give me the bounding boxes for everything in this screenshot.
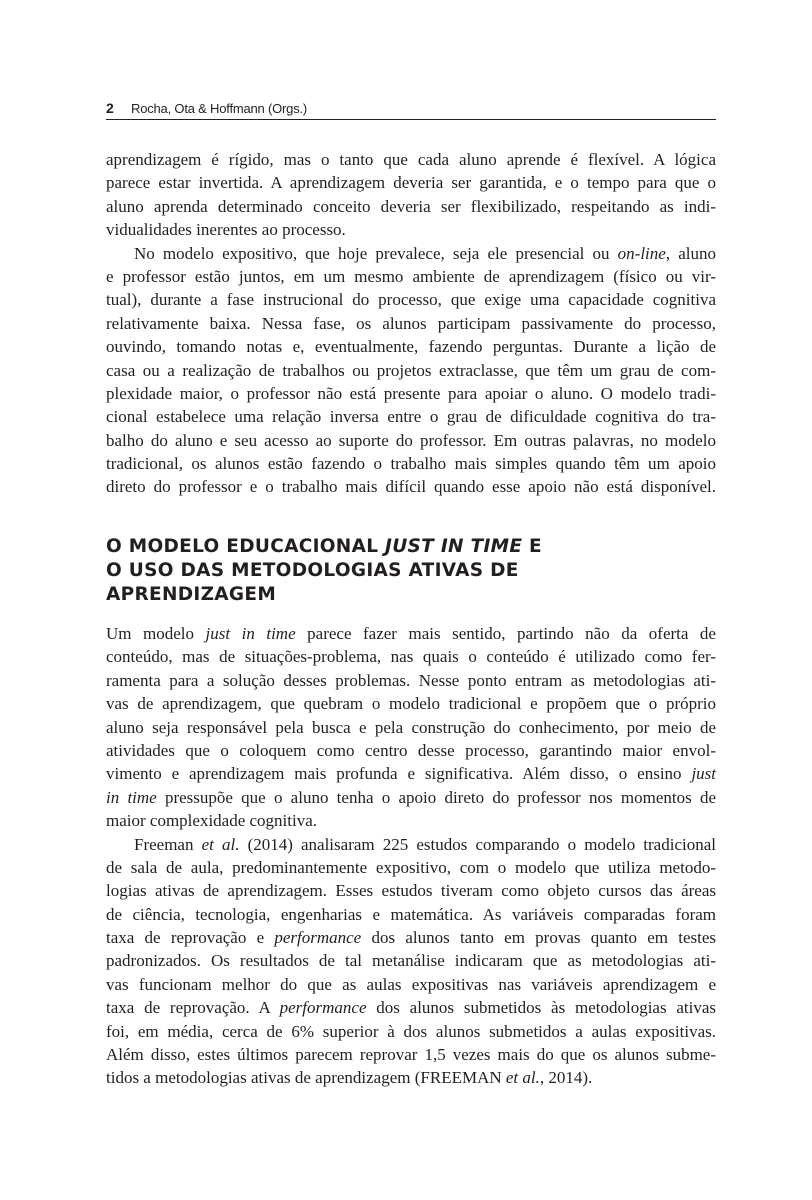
italic-term: et al. xyxy=(505,1068,540,1088)
text-span: Freeman xyxy=(134,834,202,854)
text-span: Um modelo xyxy=(106,624,206,643)
text-span: taxa de reprovação. A xyxy=(106,998,280,1018)
heading-line: APRENDIZAGEM xyxy=(106,584,277,605)
text-line: de sala de aula, predominantemente expositivo, com o modelo que utiliza metodo- xyxy=(106,857,716,877)
text-span: (2014) analisaram 225 estudos comparando o modelo tradicional xyxy=(239,834,716,854)
text-line: conteúdo, mas de situações-problema, nas quais o conteúdo é utilizado como fer- xyxy=(106,647,716,667)
text-line: e professor estão juntos, em um mesmo ambiente de aprendizagem (físico ou vir- xyxy=(106,266,716,286)
text-line: logias ativas de aprendizagem. Esses estudos tiveram como objeto cursos das áreas xyxy=(106,881,716,901)
italic-term: JUST IN TIME xyxy=(385,536,523,557)
text-line xyxy=(106,1066,716,1089)
text-line: tradicional, os alunos estão fazendo o trabalho mais simples quando têm um apoio xyxy=(106,454,716,474)
italic-term: performance xyxy=(279,998,367,1018)
text-span: vimento e aprendizagem mais profunda e significativa. Além disso, o ensino xyxy=(106,764,692,784)
text-line: Além disso, estes últimos parecem reprovar 1,5 vezes mais do que os alunos subme- xyxy=(106,1045,716,1065)
text-line: padronizados. Os resultados de tal metanálise indicaram que as metodologias ati- xyxy=(106,951,716,971)
running-head-authors: Rocha, Ota & Hoffmann (Orgs.) xyxy=(131,101,308,116)
text-line: ouvindo, tomando notas e, eventualmente, fazendo perguntas. Durante a lição de xyxy=(106,337,716,357)
text-line: aluno seja responsável pela busca e pela construção do conhecimento, por meio de xyxy=(106,717,716,737)
text-line xyxy=(106,762,716,785)
italic-term: in time xyxy=(106,787,157,807)
page-number: 2 xyxy=(106,100,114,116)
text-span: pressupõe que o aluno tenha o apoio direto do professor nos momentos de xyxy=(156,787,716,807)
text-span: , aluno xyxy=(665,243,716,263)
section-2-body xyxy=(106,622,716,1090)
text-span: dos alunos submetidos às metodologias ativas xyxy=(366,998,717,1018)
text-line: aprendizagem é rígido, mas o tanto que cada aluno aprende é flexível. A lógica xyxy=(106,150,716,169)
text-line: plexidade maior, o professor não está presente para apoiar o aluno. O modelo tradi- xyxy=(106,383,716,403)
text-span: E xyxy=(522,536,542,557)
text-line: balho do aluno e seu acesso ao suporte do professor. Em outras palavras, no modelo xyxy=(106,430,716,450)
text-line: ramenta para a solução desses problemas. Nesse ponto entram as metodologias ati- xyxy=(106,670,716,690)
italic-term: performance xyxy=(274,928,362,948)
heading-line: O USO DAS METODOLOGIAS ATIVAS DE xyxy=(106,560,519,581)
running-head xyxy=(106,99,716,120)
text-span: O MODELO EDUCACIONAL xyxy=(106,536,386,557)
text-span: parece fazer mais sentido, partindo não da oferta de xyxy=(295,624,716,643)
text-line: cional estabelece uma relação inversa entre o grau de dificuldade cognitiva do tra- xyxy=(106,407,716,427)
text-line: maior complexidade cognitiva. xyxy=(106,811,318,831)
text-line: vidualidades inerentes ao processo. xyxy=(106,220,346,240)
text-line xyxy=(106,833,716,856)
text-line: atividades que o coloquem como centro desse processo, garantindo maior envol- xyxy=(106,740,716,760)
text-line: tual), durante a fase instrucional do processo, que exige uma capacidade cognitiva xyxy=(106,290,716,310)
text-line: vas de aprendizagem, que quebram o modelo tradicional e propõem que o próprio xyxy=(106,694,716,714)
italic-term: just in time xyxy=(205,624,296,643)
text-line: relativamente baixa. Nessa fase, os alunos participam passivamente do processo, xyxy=(106,313,716,333)
section-heading xyxy=(106,535,542,607)
text-line: casa ou a realização de trabalhos ou projetos extraclasse, que têm um grau de com- xyxy=(106,360,716,380)
section-1-body xyxy=(106,148,716,499)
text-line: parece estar invertida. A aprendizagem deveria ser garantida, e o tempo para que o xyxy=(106,173,716,193)
text-line xyxy=(106,786,716,809)
italic-term: just xyxy=(691,764,716,784)
text-line: aluno aprenda determinado conceito deveria ser flexibilizado, respeitando as indi- xyxy=(106,196,716,216)
text-span: No modelo expositivo, que hoje prevalece, seja ele presencial ou xyxy=(134,243,618,263)
text-span: taxa de reprovação e xyxy=(106,928,275,948)
heading-line xyxy=(106,535,542,559)
italic-term: et al. xyxy=(201,834,240,854)
text-line xyxy=(106,622,716,645)
text-line: foi, em média, cerca de 6% superior à dos alunos submetidos a aulas expositivas. xyxy=(106,1021,716,1041)
text-line: vas funcionam melhor do que as aulas expositivas nas variáveis aprendizagem e xyxy=(106,974,716,994)
text-span: dos alunos tanto em provas quanto em testes xyxy=(361,928,716,948)
text-line: de ciência, tecnologia, engenharias e matemática. As variáveis comparadas foram xyxy=(106,904,716,924)
italic-term: on-line xyxy=(617,243,666,263)
text-line xyxy=(106,242,716,265)
text-span: tidos a metodologias ativas de aprendizagem (FREEMAN xyxy=(106,1068,506,1088)
text-span: , 2014). xyxy=(539,1068,593,1088)
text-line xyxy=(106,926,716,949)
text-line: direto do professor e o trabalho mais difícil quando esse apoio não está disponível. xyxy=(106,477,716,497)
text-line xyxy=(106,996,716,1019)
